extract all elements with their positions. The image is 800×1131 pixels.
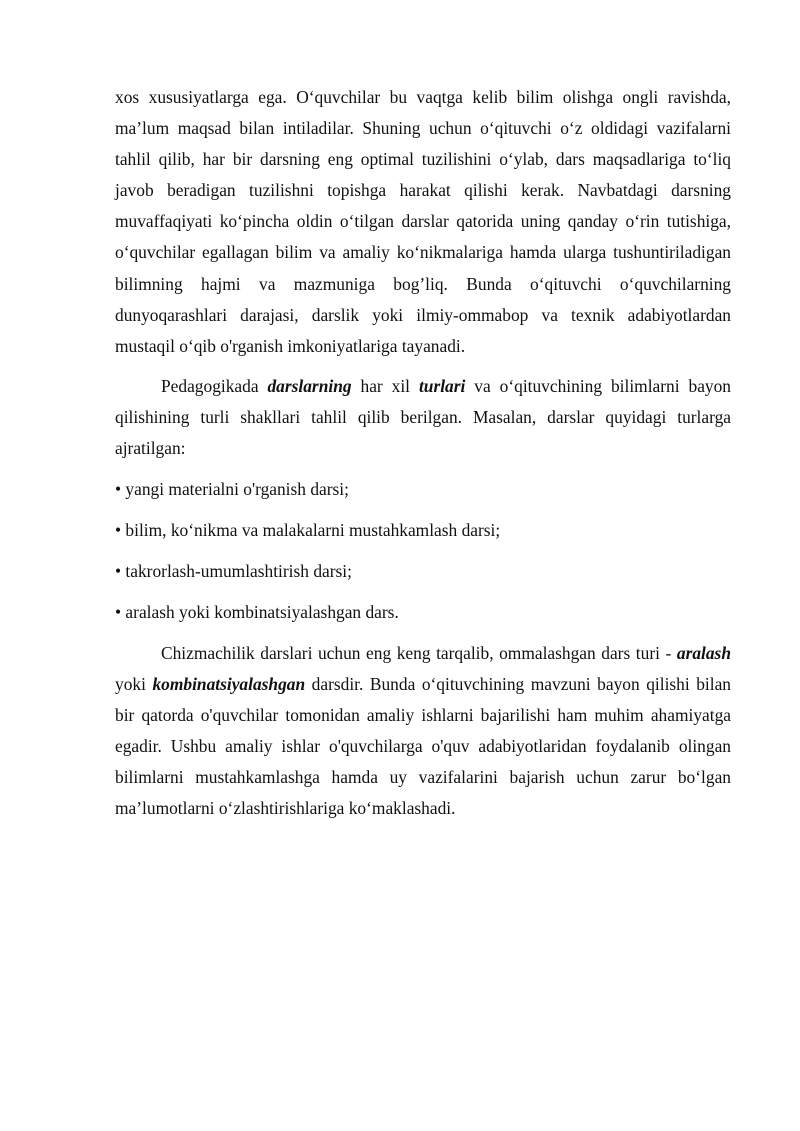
paragraph-2-emphasis-1: darslarning [267, 375, 352, 396]
bullet-item: • bilim, ko‘nikma va malakalarni mustahkamlash darsi; [115, 520, 501, 541]
paragraph-3-text-3: darsdir. Bunda o‘qituvchining mavzuni bayon qilishi bilan bir qatorda o'quvchilar tomonidan amaliy ishlarni bajarilishi ham muhim ahamiyatga egadir. Ushbu amaliy ishlar o'quvchilarga o'quv adabiyotlaridan foydalanib olingan bilimlarni mustahkamlashga hamda uy vazifalarini bajarish uchun zarur bo‘lgan ma’lumotlarni o‘zlashtirishlariga ko‘maklashadi. [115, 673, 731, 818]
paragraph-3-emphasis-1: aralash [676, 642, 731, 663]
paragraph-2-text-3: va o‘qituvchining bilimlarni bayon qilishining turli shakllari tahlil qilib berilgan. Masalan, darslar quyidagi turlarga ajratilgan: [115, 375, 731, 459]
paragraph-3-text-1: Chizmachilik darslari uchun eng keng tarqalib, ommalashgan dars turi - [161, 642, 677, 663]
paragraph-2-text-1: Pedagogikada [161, 375, 268, 396]
paragraph-3 [115, 638, 731, 825]
bullet-item: • aralash yoki kombinatsiyalashgan dars. [115, 602, 399, 623]
bullet-item: • takrorlash-umumlashtirish darsi; [115, 561, 352, 582]
paragraph-3-emphasis-2: kombinatsiyalashgan [152, 673, 306, 694]
paragraph-1: xos xususiyatlarga ega. O‘quvchilar bu vaqtga kelib bilim olishga ongli ravishda, ma’lum maqsad bilan intiladilar. Shuning uchun o‘qituvchi o‘z oldidagi vazifalarni tahlil qilib, har bir darsning eng optimal tuzilishini o‘ylab, dars maqsadlariga to‘liq javob beradigan tuzilishni topishga harakat qilishi kerak. Navbatdagi darsning muvaffaqiyati ko‘pincha oldin o‘tilgan darslar qatorida uning qanday o‘rin tutishiga, o‘quvchilar egallagan bilim va amaliy ko‘nikmalariga hamda ularga tushuntiriladigan bilimning hajmi va mazmuniga bog’liq. Bunda o‘qituvchi o‘quvchilarning dunyoqarashlari darajasi, darslik yoki ilmiy-ommabop va texnik adabiyotlardan mustaqil o‘qib o'rganish imkoniyatlariga tayanadi. [115, 87, 731, 356]
bullet-item: • yangi materialni o'rganish darsi; [115, 479, 349, 500]
paragraph-2-text-2: har xil [351, 375, 419, 396]
paragraph-2 [115, 371, 731, 464]
bullet-list [115, 474, 731, 628]
paragraph-2-emphasis-2: turlari [418, 375, 466, 396]
document-page [115, 82, 731, 824]
paragraph-3-text-2: yoki [115, 673, 153, 694]
